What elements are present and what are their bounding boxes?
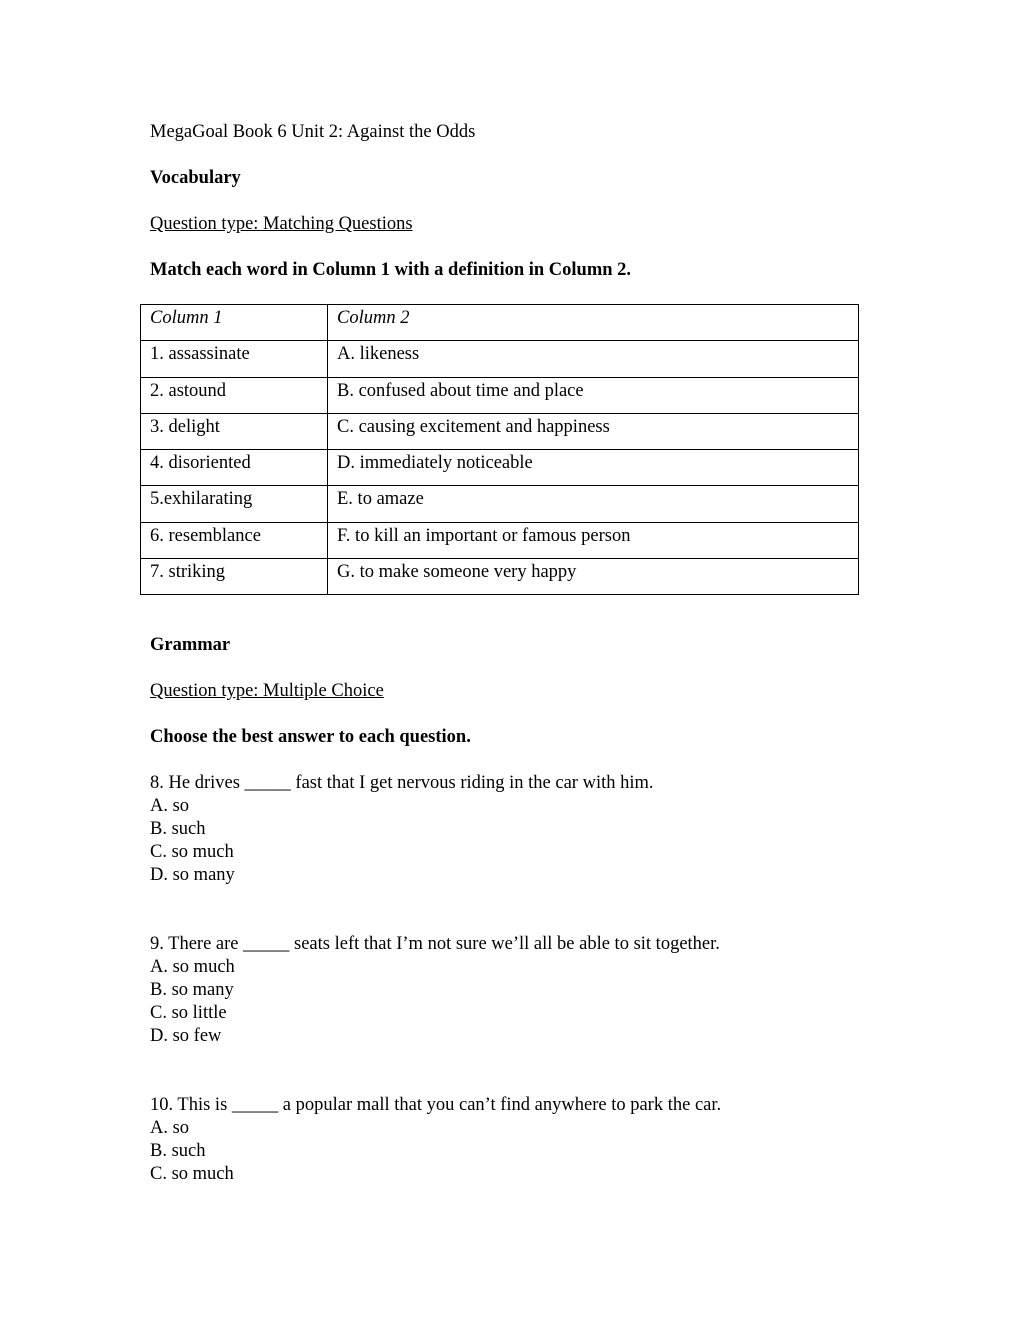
definition-cell: B. confused about time and place — [328, 377, 859, 413]
table-header-row — [141, 305, 859, 341]
vocabulary-question-type: Question type: Matching Questions — [150, 214, 413, 234]
definition-cell: C. causing excitement and happiness — [328, 413, 859, 449]
answer-option: B. such — [150, 819, 206, 839]
answer-option: C. so much — [150, 1164, 234, 1184]
question-stem: 10. This is _____ a popular mall that you can’t find anywhere to park the car. — [150, 1095, 722, 1115]
answer-option: C. so little — [150, 1003, 227, 1023]
word-cell: 6. resemblance — [141, 522, 328, 558]
answer-option: B. so many — [150, 980, 234, 1000]
word-cell: 1. assassinate — [141, 341, 328, 377]
question-10 — [150, 1094, 721, 1186]
answer-option: C. so much — [150, 842, 234, 862]
question-stem: 8. He drives _____ fast that I get nervous riding in the car with him. — [150, 773, 654, 793]
column-1-header: Column 1 — [141, 305, 328, 341]
table-row — [141, 413, 859, 449]
table-row — [141, 559, 859, 595]
answer-option: A. so much — [150, 957, 235, 977]
vocabulary-heading: Vocabulary — [150, 168, 241, 188]
definition-cell: A. likeness — [328, 341, 859, 377]
grammar-heading: Grammar — [150, 635, 231, 655]
table-row — [141, 450, 859, 486]
definition-cell: G. to make someone very happy — [328, 559, 859, 595]
answer-option: D. so many — [150, 865, 235, 885]
word-cell: 5.exhilarating — [141, 486, 328, 522]
question-8 — [150, 772, 654, 887]
word-cell: 4. disoriented — [141, 450, 328, 486]
answer-option: A. so — [150, 796, 190, 816]
column-2-header: Column 2 — [328, 305, 859, 341]
word-cell: 7. striking — [141, 559, 328, 595]
document-title: MegaGoal Book 6 Unit 2: Against the Odds — [150, 122, 476, 142]
definition-cell: D. immediately noticeable — [328, 450, 859, 486]
definition-cell: F. to kill an important or famous person — [328, 522, 859, 558]
answer-option: A. so — [150, 1118, 190, 1138]
answer-option: D. so few — [150, 1026, 222, 1046]
definition-cell: E. to amaze — [328, 486, 859, 522]
table-row — [141, 377, 859, 413]
table-row — [141, 522, 859, 558]
matching-table — [140, 304, 859, 595]
word-cell: 3. delight — [141, 413, 328, 449]
table-row — [141, 341, 859, 377]
table-row — [141, 486, 859, 522]
grammar-instruction: Choose the best answer to each question. — [150, 727, 471, 747]
question-9 — [150, 933, 720, 1048]
vocabulary-instruction: Match each word in Column 1 with a definition in Column 2. — [150, 260, 632, 280]
question-stem: 9. There are _____ seats left that I’m not sure we’ll all be able to sit together. — [150, 934, 720, 954]
answer-option: B. such — [150, 1141, 206, 1161]
grammar-question-type: Question type: Multiple Choice — [150, 681, 384, 701]
word-cell: 2. astound — [141, 377, 328, 413]
